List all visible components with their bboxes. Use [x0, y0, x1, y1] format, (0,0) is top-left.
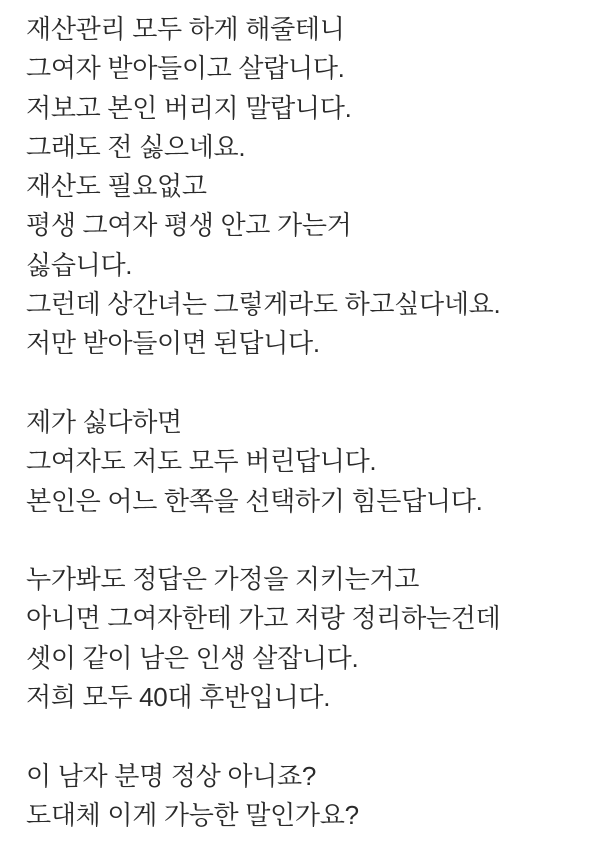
text-line: 그여자 받아들이고 살랍니다. [26, 53, 345, 84]
paragraph-2 [26, 403, 580, 521]
text-line: 저만 받아들이면 된답니다. [26, 328, 320, 359]
text-line: 그런데 상간녀는 그렇게라도 하고싶다네요. [26, 289, 501, 320]
text-line: 누가봐도 정답은 가정을 지키는거고 [26, 564, 420, 595]
paragraph-1 [26, 10, 580, 364]
text-line: 재산관리 모두 하게 해줄테니 [26, 14, 345, 44]
text-line: 본인은 어느 한쪽을 선택하기 힘든답니다. [26, 485, 483, 516]
text-line: 재산도 필요없고 [26, 171, 207, 202]
text-line: 평생 그여자 평생 안고 가는거 [26, 210, 352, 241]
paragraph-4 [26, 757, 580, 836]
text-line: 이 남자 분명 정상 아니죠? [26, 760, 317, 791]
text-line: 그래도 전 싫으네요. [26, 131, 246, 162]
text-line: 셋이 같이 남은 인생 살잡니다. [26, 642, 359, 673]
text-line: 제가 싫다하면 [26, 406, 182, 437]
text-line: 아니면 그여자한테 가고 저랑 정리하는건데 [26, 603, 501, 634]
text-line: 그여자도 저도 모두 버린답니다. [26, 446, 377, 477]
text-line: 저희 모두 40대 후반입니다. [26, 682, 331, 713]
text-line: 저보고 본인 버리지 말랍니다. [26, 92, 352, 123]
text-line: 싫습니다. [26, 249, 133, 280]
text-line: 도대체 이게 가능한 말인가요? [26, 799, 359, 830]
paragraph-3 [26, 560, 580, 717]
